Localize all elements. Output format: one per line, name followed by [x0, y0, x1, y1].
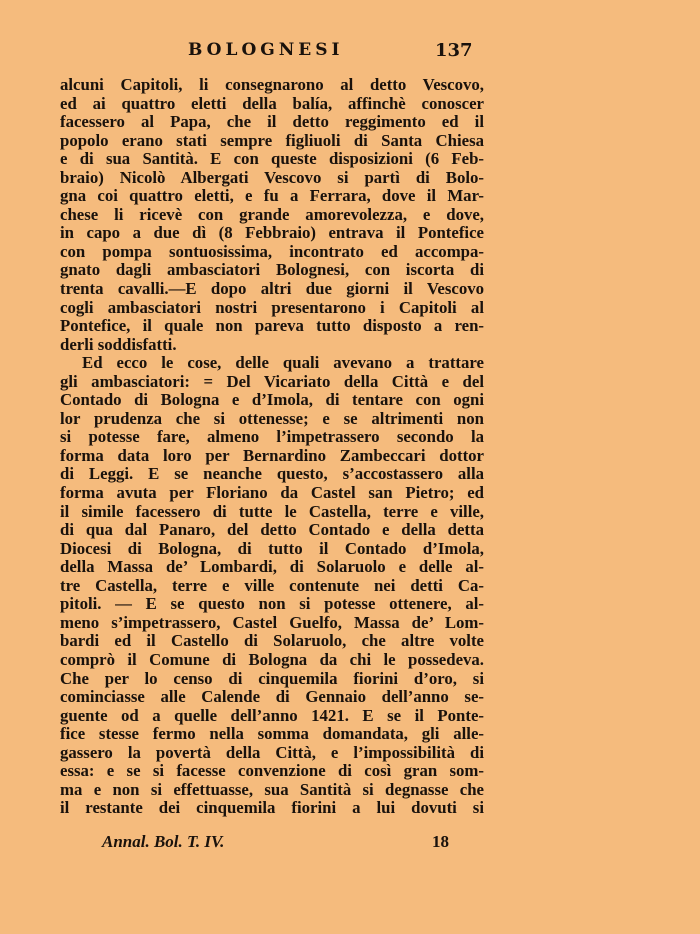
text-line: della Massa de’ Lombardi, di Solaruolo e delle al- — [60, 557, 484, 577]
text-line: braio) Nicolò Albergati Vescovo si partì di Bolo- — [60, 167, 484, 187]
text-line: Ed ecco le cose, delle quali avevano a trattare — [82, 353, 484, 373]
running-head — [60, 40, 484, 64]
text-line: tre Castella, terre e ville contenute nei detti Ca- — [60, 575, 484, 595]
text-line: chese li ricevè con grande amorevolezza, e dove, — [60, 204, 484, 224]
text-line: si potesse fare, almeno l’impetrassero secondo la — [60, 427, 484, 447]
text-line: popolo erano stati sempre figliuoli di Santa Chiesa — [60, 130, 484, 150]
text-line: meno s’impetrassero, Castel Guelfo, Massa de’ Lom- — [60, 612, 484, 632]
text-line: Che per lo censo di cinquemila fiorini d’oro, si — [60, 668, 484, 688]
text-line: gli ambasciatori: = Del Vicariato della Città e del — [60, 371, 484, 391]
text-line: gnato dagli ambasciatori Bolognesi, con iscorta di — [60, 260, 484, 280]
text-line: cominciasse alle Calende di Gennaio dell’anno se- — [60, 687, 484, 707]
text-line: e di sua Santità. E con queste disposizioni (6 Feb- — [60, 149, 484, 169]
text-line: Contado di Bologna e d’Imola, di tentare con ogni — [60, 390, 484, 410]
text-line: di Leggi. E se neanche questo, s’accostassero alla — [60, 464, 484, 484]
text-line: di qua dal Panaro, del detto Contado e della detta — [60, 520, 484, 540]
text-line: Pontefice, il quale non pareva tutto disposto a ren- — [60, 316, 484, 336]
text-line: con pompa sontuosissima, incontrato ed accompa- — [60, 241, 484, 261]
text-line: facessero al Papa, che il detto reggimento ed il — [60, 112, 484, 132]
page-footer — [60, 832, 484, 854]
text-line: guente od a quelle dell’anno 1421. E se il Ponte- — [60, 705, 484, 725]
text-line: forma data loro per Bernardino Zambeccari dottor — [60, 445, 484, 465]
text-line: forma avuta per Floriano da Castel san Pietro; ed — [60, 483, 484, 503]
body-text — [60, 76, 484, 818]
text-line: pitoli. — E se questo non si potesse ottenere, al- — [60, 594, 484, 614]
text-line: alcuni Capitoli, li consegnarono al detto Vescovo, — [60, 75, 484, 94]
printer-signature: Annal. Bol. T. IV. — [102, 832, 225, 851]
page-number: 137 — [435, 40, 473, 61]
text-line: fice stesse fermo nella somma domandata, gli alle- — [60, 724, 484, 744]
running-title: BOLOGNESI — [188, 40, 344, 60]
text-line: ed ai quattro eletti della balía, affinchè conoscer — [60, 93, 484, 113]
text-line: derli soddisfatti. — [60, 334, 177, 354]
text-line: essa: e se si facesse convenzione di così gran som- — [60, 761, 484, 781]
text-line: il restante dei cinquemila fiorini a lui dovuti si — [60, 798, 484, 818]
text-line: Diocesi di Bologna, di tutto il Contado d’Imola, — [60, 538, 484, 558]
text-line: ma e non si effettuasse, sua Santità si degnasse che — [60, 779, 484, 799]
sheet-number: 18 — [432, 832, 449, 851]
text-line: gna coi quattro eletti, e fu a Ferrara, dove il Mar- — [60, 186, 484, 206]
text-line: in capo a due dì (8 Febbraio) entrava il Pontefice — [60, 223, 484, 243]
text-line: cogli ambasciatori nostri presentarono i Capitoli al — [60, 297, 484, 317]
text-line: il simile facessero di tutte le Castella, terre e ville, — [60, 501, 484, 521]
text-line: lor prudenza che si ottenesse; e se altrimenti non — [60, 408, 484, 428]
text-line: comprò il Comune di Bologna da chi le possedeva. — [60, 649, 484, 669]
text-line: gassero la povertà della Città, e l’impossibilità di — [60, 742, 484, 762]
text-line: trenta cavalli.—E dopo altri due giorni il Vescovo — [60, 279, 484, 299]
text-line: bardi ed il Castello di Solaruolo, che altre volte — [60, 631, 484, 651]
